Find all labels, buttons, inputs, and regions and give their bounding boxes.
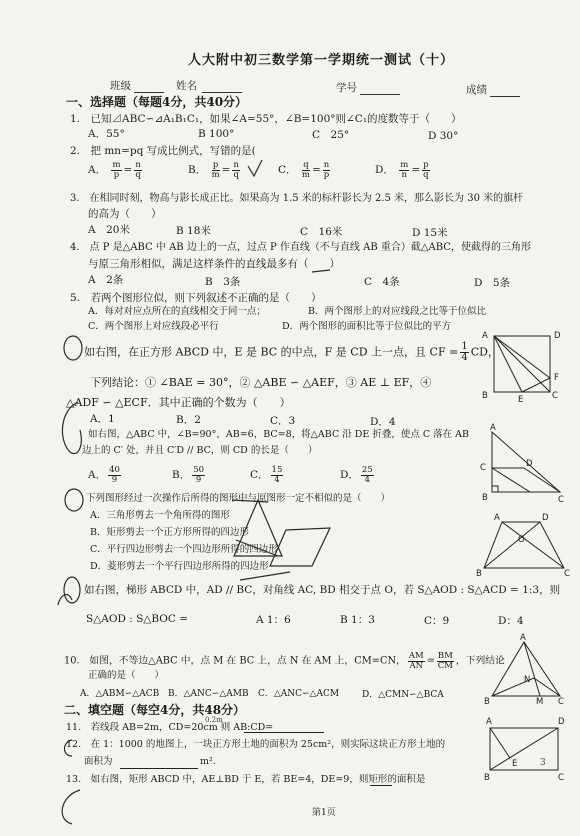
exam-title: 人大附中初三数学第一学期统一测试（十） (188, 53, 455, 68)
q4-option-c: C 4条 (364, 276, 400, 288)
q1-option-a: A．55° (88, 128, 125, 140)
q10-option-a: A．△ABM∽△ACB (80, 689, 160, 699)
q7-option-b: B． $\frac{50}{9}$ (172, 465, 205, 485)
q10-stem: 10. 如图，不等边△ABC 中，点 M 在 BC 上，点 N 在 AM 上，CM=CN， $\frac{AM}{AN}$ = $\frac{BM}{CM}$ ，下列结论 (64, 651, 505, 671)
q6-option-c: C．3 (270, 415, 296, 427)
q6-label-e: E (518, 395, 524, 405)
q7-label-a: A (490, 423, 496, 433)
q6-label-f: F (554, 373, 559, 383)
q6-stem-2: 下列结论：① ∠BAE = 30°，② △ABE ∽ △AEF，③ AE ⊥ EF，④ (90, 376, 432, 389)
q12-stem-2: 面积为 (84, 756, 113, 767)
q6-option-d: D．4 (370, 416, 396, 428)
q12-unit: m². (200, 756, 216, 767)
q6-stem: 如右图，在正方形 ABCD 中，E 是 BC 的中点，F 是 CD 上一点，且 CF = $\frac{1}{4}$ CD， (84, 341, 499, 363)
q10-label-a: A (520, 633, 526, 643)
q6-label-a: A (482, 331, 488, 341)
q13-stem: 13. 如右图，矩形 ABCD 中，AE⊥BD 于 E，若 BE=4，DE=9，则矩形的面积是 (66, 774, 426, 785)
q5-option-a: A．每对对应点所在的直线相交于同一点； (88, 306, 266, 317)
q4-option-a: A 2条 (88, 274, 124, 286)
q13-label-b: B (484, 773, 490, 783)
section-2-heading: 二、填空题（每空4分，共48分） (64, 703, 246, 717)
q9-label-c: C (564, 569, 570, 579)
q6-stem-3: △ADF ∽ △ECF．其中正确的个数为（ ） (66, 396, 291, 409)
q7-option-d: D． $\frac{25}{4}$ (340, 465, 373, 485)
q2-option-b: B． $\frac{p}{m}$ = $\frac{n}{q}$ (188, 160, 239, 180)
q7-circle (62, 402, 81, 454)
q5-stem: 5. 若两个图形位似，则下列叙述不正确的是（ ） (70, 292, 322, 304)
q4-option-b: B 3条 (205, 276, 241, 288)
id-label: 学号 (336, 82, 357, 94)
q1-stem: 1. 已知⊿ABC∽⊿A₁B₁C₁，如果∠A=55°，∠B=100°则∠C₁的度数等于（ ） (70, 113, 462, 125)
q3-stem-2: 的高为（ ） (88, 208, 162, 220)
q9-label-d: D (542, 513, 549, 523)
name-label: 姓名 (176, 80, 197, 92)
q4-stem: 4. 点 P 是△ABC 中 AB 边上的一点，过点 P 作直线（不与直线 AB 重合）截△ABC，使截得的三角形 (70, 242, 531, 253)
q13-label-e: E (512, 759, 518, 769)
q9-option-d: D：4 (498, 615, 524, 627)
q9-label-b: B (476, 569, 482, 579)
q6-option-a: A．1 (90, 413, 115, 425)
q10-label-m: M (536, 697, 544, 707)
q7-option-a: A． $\frac{40}{9}$ (88, 465, 120, 485)
q3-option-b: B 18米 (176, 225, 211, 237)
q9-stem: 如右图，梯形 ABCD 中，AD // BC，对角线 AC, BD 相交于点 O，若 S△AOD : S△ACD = 1:3，则 (84, 584, 561, 596)
q9-label-o: O (518, 535, 525, 545)
q8-option-c: C．平行四边形剪去一个四边形所得的四边形 (90, 544, 278, 555)
q13-label-a: A (486, 717, 492, 727)
q12-stem: 12. 在 1：1000 的地图上，一块正方形土地的面积为 25cm²，则实际这块正方形土地的 (66, 739, 446, 750)
q10-stem-2: 正确的是（ ） (88, 670, 165, 681)
q13-circle (62, 790, 80, 824)
q8-stem: 下列图形经过一次操作后所得的图形中与原图形一定不相似的是（ ） (86, 493, 391, 504)
q10-figure (484, 633, 566, 707)
q7-label-c-prime: C (480, 463, 486, 473)
q3-option-a: A 20米 (88, 224, 130, 236)
q7-stem: 如右图，△ABC 中，∠B=90°，AB=6，BC=8，将△ABC 沿 DE 折叠，使点 C 落在 AB (88, 429, 470, 440)
q4-stem-2: 与原三角形相似，满足这样条件的直线最多有（ ） (88, 258, 340, 270)
q2-check (248, 160, 262, 176)
q12-circle (65, 740, 73, 756)
section-1-heading: 一、选择题（每题4分，共40分） (66, 95, 248, 109)
page-number: 第1页 (312, 808, 336, 818)
q6-label-d: D (554, 331, 561, 341)
q8-option-b: B．矩形剪去一个正方形所得的四边形 (90, 527, 249, 538)
q3-option-d: D 15米 (412, 227, 448, 239)
q9-stem-2: S△AOD : S△BOC = (86, 613, 189, 625)
class-blank[interactable] (134, 92, 164, 93)
q5-option-b: B．两个图形上的对应线段之比等于位似比 (308, 306, 486, 317)
q9-option-a: A 1：6 (256, 614, 291, 626)
q1-option-d: D 30° (428, 130, 459, 142)
name-blank[interactable] (202, 92, 242, 93)
q2-stem: 2. 把 mn=pq 写成比例式，写错的是( (70, 145, 256, 157)
q2-option-d: D． $\frac{m}{n}$ = $\frac{p}{q}$ (375, 160, 429, 180)
q10-label-n: N (524, 675, 531, 685)
score-label: 成绩 (466, 84, 487, 96)
q9-label-a: A (494, 513, 500, 523)
q9-figure (476, 512, 570, 579)
q10-option-d: D．△CMN∽△BCA (362, 690, 444, 700)
q13-figure (484, 717, 565, 783)
q6-option-b: B．2 (176, 414, 201, 426)
q4-option-d: D 5条 (474, 277, 511, 289)
q2-option-a: A． $\frac{m}{p}$ = $\frac{n}{q}$ (88, 160, 141, 180)
q7-label-d: D (526, 459, 533, 469)
q6-figure (482, 330, 561, 405)
q8-option-a: A．三角形剪去一个角所得的图形 (90, 510, 230, 521)
q3-option-c: C 16米 (300, 226, 343, 238)
id-blank[interactable] (360, 94, 400, 95)
q7-stem-2: 边上的 C′ 处，并且 C′D // BC，则 CD 的长是（ ） (82, 445, 318, 456)
q13-handwritten-note: 3 (540, 758, 546, 768)
q10-label-c: C (558, 697, 564, 707)
q8-sketch-parallelogram (270, 528, 330, 566)
score-blank[interactable] (490, 96, 520, 97)
q9-option-c: C：9 (424, 615, 450, 627)
q8-sketch-triangle (234, 500, 282, 556)
q3-stem: 3. 在相同时刻，物高与影长成正比。如果高为 1.5 米的标杆影长为 2.5 米，那么影长为 30 米的旗杆 (70, 193, 524, 204)
q7-option-c: C． $\frac{15}{4}$ (250, 465, 283, 485)
q10-option-c: C．△ANC∽△ACM (258, 689, 340, 699)
q7-figure (480, 423, 566, 508)
q8-circle (65, 489, 83, 511)
q2-option-c: C． $\frac{q}{m}$ = $\frac{n}{p}$ (278, 160, 330, 180)
q9-option-b: B 1：3 (340, 614, 375, 626)
q11-stem: 11. 若线段 AB=2m，CD=20cm 则 AB:CD= (66, 722, 274, 733)
q6-label-b: B (482, 391, 488, 401)
class-label: 班级 (110, 80, 131, 92)
q6-label-c: C (552, 391, 558, 401)
q13-label-c: C (558, 773, 564, 783)
q10-option-b: B．△ANC∽△AMB (168, 689, 249, 699)
q7-label-b: B (482, 493, 488, 503)
q1-option-c: C 25° (312, 129, 350, 141)
q6-circle (64, 336, 82, 360)
q13-label-d: D (558, 717, 565, 727)
q4-dash (312, 270, 330, 272)
q7-label-c: C (558, 495, 564, 505)
q10-label-b: B (484, 697, 490, 707)
q5-option-d: D．两个图形的面积比等于位似比的平方 (282, 321, 452, 332)
q11-handwritten-note: 0.2m (205, 716, 223, 724)
q8-option-d: D．菱形剪去一个平行四边形所得的四边形 (90, 561, 269, 572)
q1-option-b: B 100° (198, 128, 235, 140)
q5-option-c: C．两个图形上对应线段必平行 (88, 321, 219, 332)
